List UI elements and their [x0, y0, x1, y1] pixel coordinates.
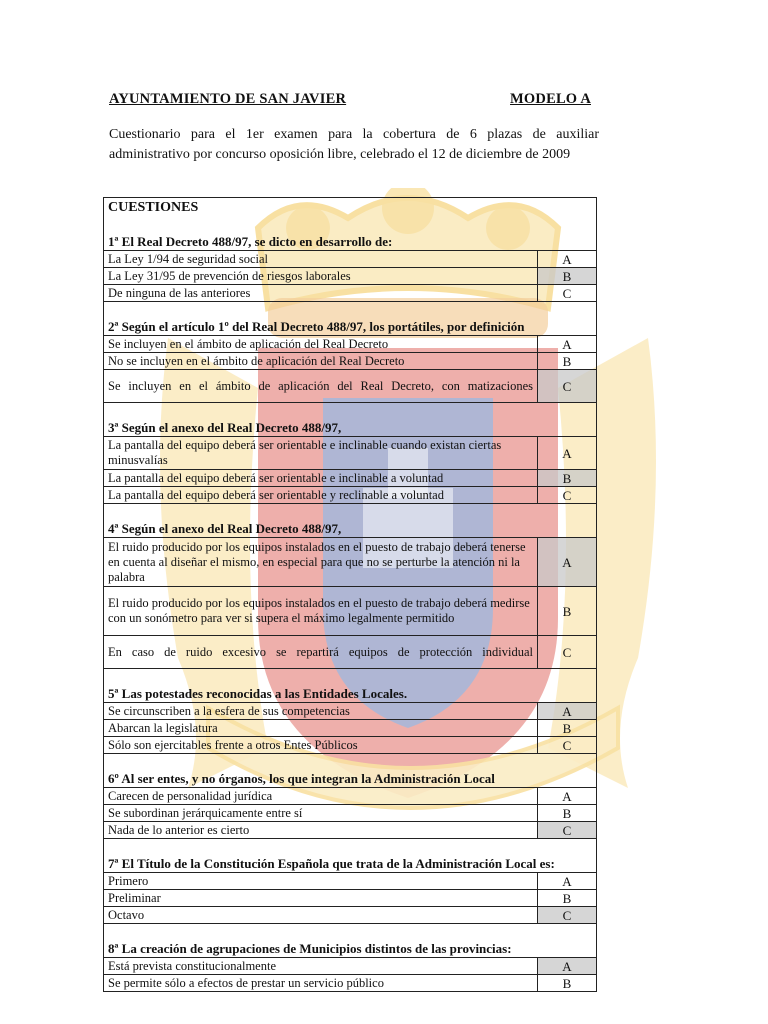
answer-option-row — [104, 268, 597, 285]
answer-option-row — [104, 720, 597, 737]
answer-letter: C — [538, 737, 597, 754]
question-text: 8ª La creación de agrupaciones de Municipios distintos de las provincias: — [104, 924, 597, 958]
answer-letter: B — [538, 975, 597, 992]
question-text: 4ª Según el anexo del Real Decreto 488/97, — [104, 504, 597, 538]
table-title: CUESTIONES — [104, 198, 597, 218]
question-text: 2ª Según el artículo 1º del Real Decreto 488/97, los portátiles, por definición — [104, 302, 597, 336]
answer-option-row — [104, 703, 597, 720]
answer-letter: B — [538, 353, 597, 370]
answer-option-row — [104, 251, 597, 268]
answer-letter: A — [538, 873, 597, 890]
answer-letter: A — [538, 538, 597, 587]
answer-option-text: Se subordinan jerárquicamente entre sí — [104, 805, 538, 822]
answer-option-text: La pantalla del equipo deberá ser orientable e inclinable cuando existan ciertas minusvalías — [104, 437, 538, 470]
answer-letter: B — [538, 890, 597, 907]
answer-option-row — [104, 538, 597, 587]
question-text: 5ª Las potestades reconocidas a las Entidades Locales. — [104, 669, 597, 703]
header-model: MODELO A — [510, 91, 591, 107]
answer-letter: B — [538, 805, 597, 822]
answer-option-row — [104, 890, 597, 907]
answer-option-text: La Ley 1/94 de seguridad social — [104, 251, 538, 268]
answer-option-row — [104, 437, 597, 470]
answer-option-text: Se incluyen en el ámbito de aplicación del Real Decreto, con matizaciones — [104, 370, 538, 403]
answer-letter: C — [538, 285, 597, 302]
answer-option-row — [104, 737, 597, 754]
answer-option-text: El ruido producido por los equipos instalados en el puesto de trabajo deberá tenerse en cuenta al diseñar el mismo, en especial para que no se perturbe la atención ni la palabra — [104, 538, 538, 587]
answer-letter: C — [538, 487, 597, 504]
answer-option-row — [104, 907, 597, 924]
answer-letter: A — [538, 437, 597, 470]
answer-letter: A — [538, 958, 597, 975]
answer-letter: A — [538, 251, 597, 268]
answer-option-text: Sólo son ejercitables frente a otros Entes Públicos — [104, 737, 538, 754]
answer-option-text: Se incluyen en el ámbito de aplicación del Real Decreto — [104, 336, 538, 353]
question-text: 6º Al ser entes, y no órganos, los que integran la Administración Local — [104, 754, 597, 788]
answer-option-text: Está prevista constitucionalmente — [104, 958, 538, 975]
answer-option-row — [104, 788, 597, 805]
answer-option-row — [104, 975, 597, 992]
answer-letter: B — [538, 268, 597, 285]
answer-letter: C — [538, 822, 597, 839]
answer-option-text: Primero — [104, 873, 538, 890]
answer-option-row — [104, 636, 597, 669]
answer-option-row — [104, 587, 597, 636]
answer-letter: C — [538, 370, 597, 403]
answer-letter: B — [538, 720, 597, 737]
answer-option-row — [104, 353, 597, 370]
answer-option-text: Carecen de personalidad jurídica — [104, 788, 538, 805]
answer-option-text: La pantalla del equipo deberá ser orientable e inclinable a voluntad — [104, 470, 538, 487]
answer-letter: B — [538, 587, 597, 636]
answer-option-row — [104, 370, 597, 403]
answer-letter: C — [538, 907, 597, 924]
answer-option-text: La pantalla del equipo deberá ser orientable y reclinable a voluntad — [104, 487, 538, 504]
answer-option-row — [104, 470, 597, 487]
answer-option-text: En caso de ruido excesivo se repartirá equipos de protección individual — [104, 636, 538, 669]
question-text: 7ª El Título de la Constitución Española que trata de la Administración Local es: — [104, 839, 597, 873]
question-text: 3ª Según el anexo del Real Decreto 488/97, — [104, 403, 597, 437]
answer-letter: A — [538, 336, 597, 353]
question-text: 1ª El Real Decreto 488/97, se dicto en desarrollo de: — [104, 217, 597, 251]
answer-option-row — [104, 285, 597, 302]
answer-option-text: Se circunscriben a la esfera de sus competencias — [104, 703, 538, 720]
answer-option-text: Nada de lo anterior es cierto — [104, 822, 538, 839]
answer-option-text: El ruido producido por los equipos instalados en el puesto de trabajo deberá medirse con un sonómetro para ver si supera el máximo legalmente permitido — [104, 587, 538, 636]
answer-letter: A — [538, 703, 597, 720]
answer-option-row — [104, 336, 597, 353]
answer-option-row — [104, 487, 597, 504]
answer-option-text: Preliminar — [104, 890, 538, 907]
header-organization: AYUNTAMIENTO DE SAN JAVIER — [109, 91, 347, 107]
answer-option-text: Octavo — [104, 907, 538, 924]
answer-letter: A — [538, 788, 597, 805]
answer-option-row — [104, 805, 597, 822]
answer-option-text: De ninguna de las anteriores — [104, 285, 538, 302]
document-header — [109, 91, 599, 111]
intro-paragraph: Cuestionario para el 1er examen para la cobertura de 6 plazas de auxiliar administrativo por concurso oposición libre, celebrado el 12 de diciembre de 2009 — [109, 127, 599, 162]
answer-option-row — [104, 822, 597, 839]
answer-option-text: Se permite sólo a efectos de prestar un servicio público — [104, 975, 538, 992]
answer-option-row — [104, 873, 597, 890]
answer-option-row — [104, 958, 597, 975]
answer-option-text: La Ley 31/95 de prevención de riesgos laborales — [104, 268, 538, 285]
answer-letter: C — [538, 636, 597, 669]
answer-option-text: Abarcan la legislatura — [104, 720, 538, 737]
answer-option-text: No se incluyen en el ámbito de aplicación del Real Decreto — [104, 353, 538, 370]
answer-letter: B — [538, 470, 597, 487]
questions-table — [103, 197, 597, 992]
